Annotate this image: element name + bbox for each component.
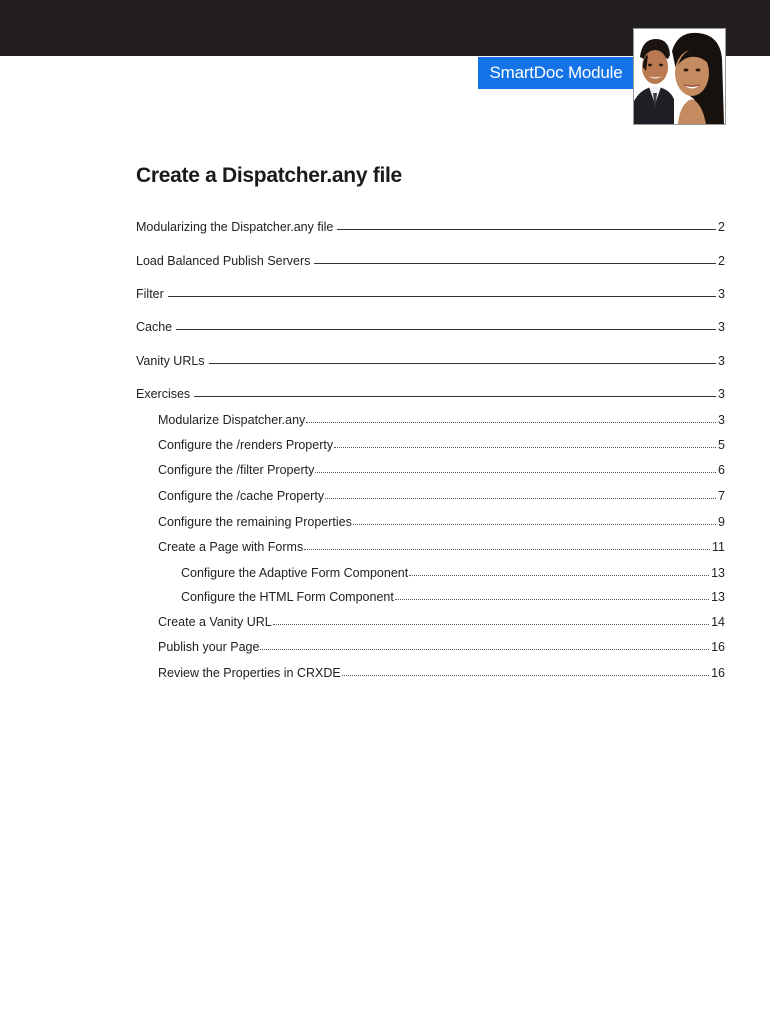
toc-subentry-crxde[interactable] xyxy=(158,662,725,680)
two-person-portrait-icon xyxy=(634,29,725,124)
toc-entry-label: Configure the HTML Form Component xyxy=(181,590,394,604)
toc-leader xyxy=(260,649,709,650)
toc-leader xyxy=(314,263,716,264)
portrait-image xyxy=(633,28,726,125)
toc-page-number: 6 xyxy=(718,463,725,477)
toc-entry-exercises[interactable] xyxy=(136,383,725,401)
toc-leader xyxy=(395,599,709,600)
toc-entry-label: Publish your Page xyxy=(158,640,260,654)
toc-page-number: 11 xyxy=(712,540,725,554)
toc-leader xyxy=(315,472,716,473)
toc-entry-label: Review the Properties in CRXDE xyxy=(158,666,341,680)
toc-subentry-forms-page[interactable] xyxy=(158,536,725,554)
toc-page-number: 3 xyxy=(718,387,725,401)
toc-subentry-publish[interactable] xyxy=(158,636,725,654)
toc-leader xyxy=(337,229,716,230)
document-title: Create a Dispatcher.any file xyxy=(136,164,402,187)
toc-page-number: 3 xyxy=(718,413,725,427)
module-badge: SmartDoc Module xyxy=(478,57,634,89)
toc-leader xyxy=(176,329,716,330)
toc-page-number: 3 xyxy=(718,287,725,301)
toc-leader xyxy=(334,447,716,448)
toc-entry-label: Filter xyxy=(136,287,164,301)
toc-leader xyxy=(325,498,716,499)
toc-page-number: 16 xyxy=(711,666,725,680)
toc-entry-load-balanced[interactable] xyxy=(136,250,725,268)
toc-subentry-filter[interactable] xyxy=(158,459,725,477)
toc-page-number: 7 xyxy=(718,489,725,503)
toc-subentry-remaining[interactable] xyxy=(158,511,725,529)
toc-leader xyxy=(168,296,716,297)
toc-leader xyxy=(273,624,709,625)
toc-entry-label: Cache xyxy=(136,320,173,334)
toc-leader xyxy=(409,575,709,576)
toc-page-number: 13 xyxy=(711,590,725,604)
toc-entry-label: Load Balanced Publish Servers xyxy=(136,254,311,268)
toc-entry-filter[interactable] xyxy=(136,283,725,301)
toc-leader xyxy=(304,549,710,550)
toc-page-number: 2 xyxy=(718,220,725,234)
toc-subentry-modularize[interactable] xyxy=(158,409,725,427)
toc-entry-label: Create a Page with Forms xyxy=(158,540,304,554)
toc-subentry-renders[interactable] xyxy=(158,434,725,452)
toc-entry-label: Exercises xyxy=(136,387,191,401)
toc-leader xyxy=(342,675,709,676)
toc-leader xyxy=(306,422,716,423)
toc-leader xyxy=(209,363,717,364)
toc-page-number: 14 xyxy=(711,615,725,629)
toc-entry-label: Vanity URLs xyxy=(136,354,205,368)
toc-entry-label: Create a Vanity URL xyxy=(158,615,272,629)
toc-entry-label: Configure the Adaptive Form Component xyxy=(181,566,409,580)
toc-entry-label: Modularize Dispatcher.any xyxy=(158,413,306,427)
toc-page-number: 3 xyxy=(718,320,725,334)
toc-entry-label: Configure the /renders Property xyxy=(158,438,334,452)
toc-subentry-vanity-url[interactable] xyxy=(158,611,725,629)
toc-page-number: 5 xyxy=(718,438,725,452)
toc-subentry-adaptive-form[interactable] xyxy=(181,562,725,580)
toc-entry-label: Modularizing the Dispatcher.any file xyxy=(136,220,334,234)
toc-subentry-cache[interactable] xyxy=(158,485,725,503)
toc-leader xyxy=(194,396,716,397)
toc-entry-label: Configure the remaining Properties xyxy=(158,515,352,529)
toc-page-number: 9 xyxy=(718,515,725,529)
toc-leader xyxy=(353,524,716,525)
toc-entry-label: Configure the /filter Property xyxy=(158,463,315,477)
toc-page-number: 16 xyxy=(711,640,725,654)
toc-entry-label: Configure the /cache Property xyxy=(158,489,325,503)
toc-entry-vanity-urls[interactable] xyxy=(136,350,725,368)
toc-page-number: 13 xyxy=(711,566,725,580)
toc-entry-modularizing[interactable] xyxy=(136,216,725,234)
toc-page-number: 3 xyxy=(718,354,725,368)
toc-entry-cache[interactable] xyxy=(136,316,725,334)
toc-page-number: 2 xyxy=(718,254,725,268)
toc-subentry-html-form[interactable] xyxy=(181,586,725,604)
